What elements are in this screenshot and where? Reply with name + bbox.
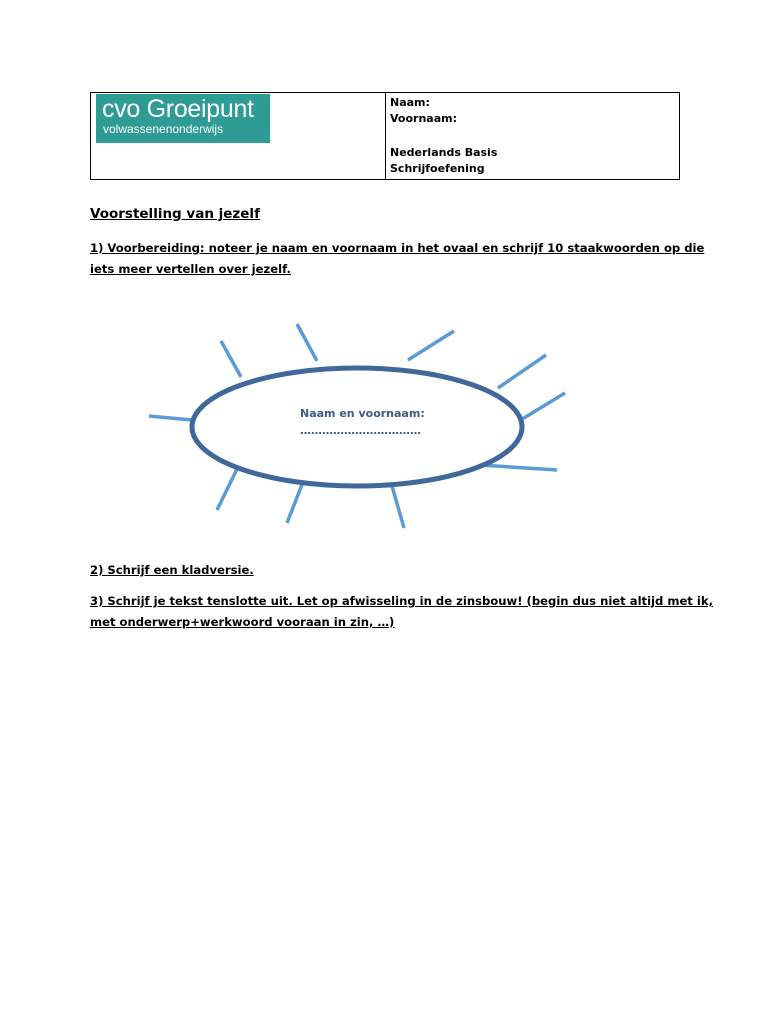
oval-text bbox=[300, 405, 425, 439]
ray-line bbox=[149, 416, 192, 420]
instruction-step-3 bbox=[90, 591, 713, 633]
instruction-step-3-line-2: met onderwerp+werkwoord vooraan in zin, …) bbox=[90, 615, 395, 629]
oval-label: Naam en voornaam: bbox=[300, 407, 425, 420]
ray-line bbox=[217, 469, 237, 510]
voornaam-label: Voornaam: bbox=[390, 112, 457, 125]
instruction-step-1-line-1: 1) Voorbereiding: noteer je naam en voornaam in het ovaal en schrijf 10 staakwoorden op die bbox=[90, 241, 705, 255]
exercise-label: Schrijfoefening bbox=[390, 162, 485, 175]
ray-line bbox=[287, 482, 303, 523]
ray-line bbox=[498, 355, 546, 388]
header-table bbox=[90, 92, 680, 180]
naam-label: Naam: bbox=[390, 96, 430, 109]
instruction-step-3-line-1: 3) Schrijf je tekst tenslotte uit. Let op afwisseling in de zinsbouw! (begin dus niet altijd met ik, bbox=[90, 594, 713, 608]
ray-line bbox=[480, 465, 557, 470]
logo-sub-text: volwassenenonderwijs bbox=[103, 122, 224, 136]
header-info-cell bbox=[386, 93, 679, 179]
course-label: Nederlands Basis bbox=[390, 146, 498, 159]
ray-line bbox=[392, 486, 404, 528]
oval-dots: …………………………… bbox=[300, 424, 421, 437]
instruction-step-2-line: 2) Schrijf een kladversie. bbox=[90, 563, 254, 577]
instruction-step-2 bbox=[90, 560, 690, 581]
page-title: Voorstelling van jezelf bbox=[90, 206, 260, 222]
instruction-step-1-line-2: iets meer vertellen over jezelf. bbox=[90, 262, 291, 276]
ray-line bbox=[408, 331, 454, 360]
school-logo bbox=[96, 94, 270, 143]
instruction-step-1 bbox=[90, 238, 705, 280]
logo-main-text: cvo Groeipunt bbox=[102, 95, 254, 123]
ray-line bbox=[519, 393, 565, 421]
ray-line bbox=[221, 341, 241, 377]
ray-line bbox=[297, 324, 317, 361]
header-logo-cell bbox=[91, 93, 386, 179]
